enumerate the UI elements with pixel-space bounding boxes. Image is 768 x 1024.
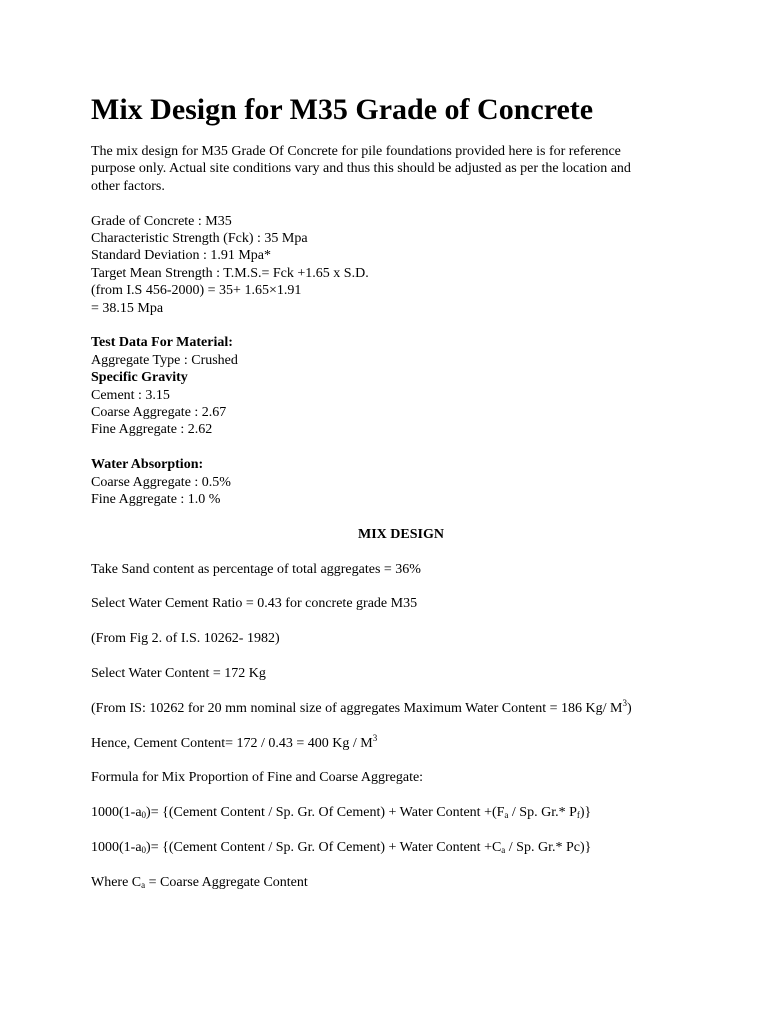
- intro-line: other factors.: [91, 178, 165, 194]
- sand-content: Take Sand content as percentage of total aggregates = 36%: [91, 561, 421, 577]
- intro-line: purpose only. Actual site conditions vary and thus this should be adjusted as per the location and: [91, 161, 631, 177]
- grade-of-concrete: Grade of Concrete : M35: [91, 213, 232, 229]
- intro-line: The mix design for M35 Grade Of Concrete for pile foundations provided here is for reference: [91, 144, 621, 159]
- sg-coarse-aggregate: Coarse Aggregate : 2.67: [91, 405, 227, 421]
- where-definition: Where $C_a$ = Coarse Aggregate Content: [91, 874, 308, 890]
- standard-deviation: Standard Deviation : 1.91 Mpa*: [91, 248, 272, 264]
- tms-result: = 38.15 Mpa: [91, 300, 164, 316]
- fig-reference: (From Fig 2. of I.S. 10262- 1982): [91, 631, 280, 647]
- tms-calculation: (from I.S 456-2000) = 35+ 1.65×1.91: [91, 283, 302, 299]
- water-absorption-heading: Water Absorption:: [91, 457, 204, 473]
- document-body: [91, 143, 711, 891]
- grade-block: [91, 213, 711, 317]
- water-absorption-block: [91, 456, 711, 508]
- test-data-heading: Test Data For Material:: [91, 335, 233, 351]
- formula-heading: Formula for Mix Proportion of Fine and Coarse Aggregate:: [91, 770, 424, 786]
- sg-fine-aggregate: Fine Aggregate : 2.62: [91, 422, 213, 438]
- specific-gravity-heading: Specific Gravity: [91, 370, 188, 386]
- wa-coarse-aggregate: Coarse Aggregate : 0.5%: [91, 474, 231, 490]
- characteristic-strength: Characteristic Strength (Fck) : 35 Mpa: [91, 231, 308, 247]
- page-title: Mix Design for M35 Grade of Concrete: [91, 93, 594, 126]
- test-data-block: [91, 334, 711, 438]
- sg-cement: Cement : 3.15: [91, 387, 170, 403]
- mix-design-heading: MIX DESIGN: [358, 526, 444, 542]
- max-water-content: (From IS: 10262 for 20 mm nominal size of aggregates Maximum Water Content = 186 Kg/ $M^3$): [91, 697, 632, 716]
- formula-coarse-aggregate: $1000(1-a_0)=$ {(Cement Content / Sp. Gr. Of Cement) + Water Content $+C_a / Sp$. Gr.* Pc)}: [91, 840, 592, 856]
- water-content: Select Water Content = 172 Kg: [91, 666, 266, 682]
- intro-paragraph: [91, 143, 711, 195]
- formula-fine-aggregate: $1000(1-a_0)=$ {(Cement Content / Sp. Gr. Of Cement) + Water Content $+(F_a / Sp$. Gr.* $P_f$)}: [91, 805, 592, 821]
- aggregate-type: Aggregate Type : Crushed: [91, 352, 238, 368]
- water-cement-ratio: Select Water Cement Ratio = 0.43 for concrete grade M35: [91, 596, 418, 612]
- target-mean-strength: Target Mean Strength : T.M.S.= Fck +1.65 x S.D.: [91, 265, 369, 281]
- cement-content: Hence, Cement Content= 172 / 0.43 = 400 Kg / $M^3$: [91, 732, 378, 751]
- wa-fine-aggregate: Fine Aggregate : 1.0 %: [91, 492, 221, 508]
